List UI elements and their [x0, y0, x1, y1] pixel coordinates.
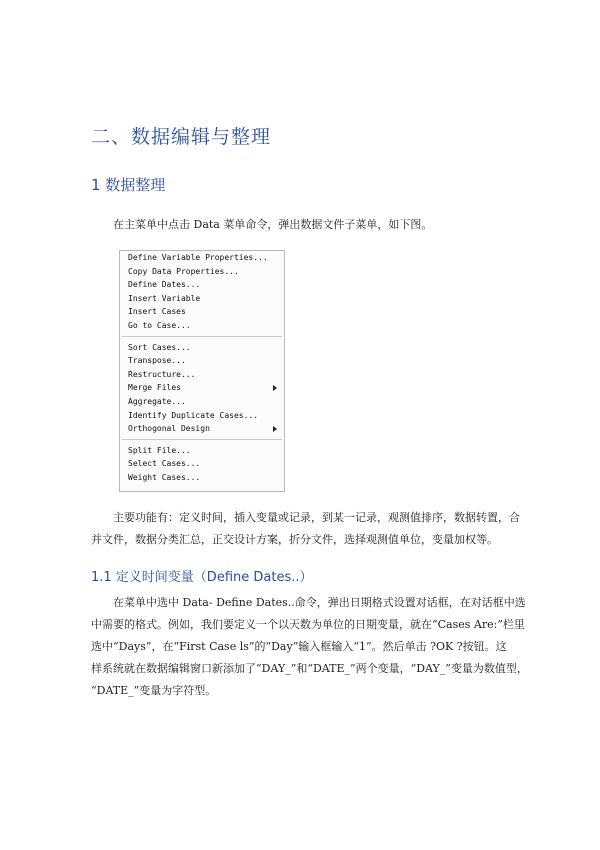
intro-text: 在主菜单中点击 Data 菜单命令，弹出数据文件子菜单，如下图。: [113, 218, 433, 231]
menu-item-insert-cases[interactable]: Insert Cases: [128, 307, 186, 317]
submenu-arrow-icon: [273, 385, 277, 391]
define-dates-line: 选中“Days”，在“First Case ls”的“Day”输入框输入“1”。然后单击 ?OK ?按钮。这: [91, 640, 507, 653]
menu-separator: [122, 439, 282, 440]
menu-item-orthogonal-design-label: Orthogonal Design: [128, 424, 210, 434]
define-dates-line: 在菜单中选中 Data- Define Dates..命令，弹出日期格式设置对话框，在对话框中选: [113, 596, 526, 609]
functions-paragraph: [91, 507, 521, 551]
menu-item-restructure[interactable]: Restructure...: [128, 369, 196, 379]
define-dates-paragraph: [91, 592, 528, 702]
submenu-arrow-icon: [273, 426, 277, 432]
menu-item-identify-duplicate-cases[interactable]: Identify Duplicate Cases...: [128, 410, 259, 420]
menu-item-split-file[interactable]: Split File...: [128, 445, 191, 455]
functions-line: 并文件，数据分类汇总，正交设计方案，折分文件，选择观测值单位，变量加权等。: [91, 533, 498, 546]
menu-item-copy-data-properties[interactable]: Copy Data Properties...: [128, 266, 239, 276]
menu-item-weight-cases[interactable]: Weight Cases...: [128, 472, 201, 482]
menu-item-transpose[interactable]: Transpose...: [128, 356, 186, 366]
menu-separator: [122, 336, 282, 337]
menu-item-merge-files-label: Merge Files: [128, 383, 181, 393]
subsection-heading: 1 数据整理: [91, 176, 166, 194]
menu-item-go-to-case[interactable]: Go to Case...: [128, 320, 191, 330]
menu-item-define-variable-properties[interactable]: Define Variable Properties...: [128, 253, 268, 262]
define-dates-line: 中需要的格式。例如，我们要定义一个以天数为单位的日期变量，就在“Cases Are:”栏里: [91, 618, 525, 631]
menu-item-merge-files[interactable]: [120, 381, 284, 395]
data-menu-screenshot: [119, 250, 285, 492]
section-heading: 二、数据编辑与整理: [91, 126, 272, 148]
menu-item-orthogonal-design[interactable]: [120, 422, 284, 436]
define-dates-line: “DATE_”变量为字符型。: [91, 684, 217, 697]
menu-item-select-cases[interactable]: Select Cases...: [128, 459, 201, 469]
menu-item-define-dates[interactable]: Define Dates...: [128, 280, 201, 290]
subsubsection-heading: 1.1 定义时间变量（Define Dates..）: [91, 570, 313, 585]
intro-paragraph: [91, 214, 521, 236]
menu-item-sort-cases[interactable]: Sort Cases...: [128, 342, 191, 352]
menu-item-aggregate[interactable]: Aggregate...: [128, 396, 186, 406]
define-dates-line: 样系统就在数据编辑窗口新添加了“DAY_”和“DATE_”两个变量，“DAY_”变量为数值型，: [91, 662, 528, 675]
menu-item-insert-variable[interactable]: Insert Variable: [128, 293, 201, 303]
functions-line: 主要功能有：定义时间，插入变量或记录，到某一记录，观测值排序，数据转置，合: [113, 511, 520, 524]
